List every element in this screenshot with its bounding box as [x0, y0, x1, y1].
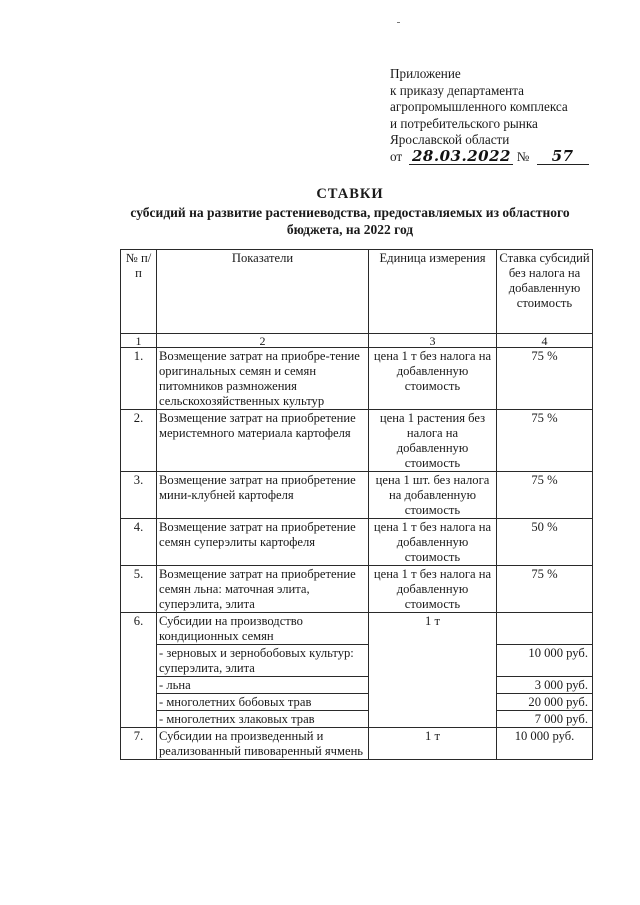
table-row [121, 566, 593, 613]
table-subrow [121, 677, 593, 694]
table-row [121, 472, 593, 519]
subrow-indicator: - многолетних бобовых трав [157, 694, 369, 711]
column-number: 2 [157, 334, 369, 348]
table-row [121, 348, 593, 410]
appendix-line: к приказу департамента [390, 82, 524, 98]
row-unit: 1 т [369, 613, 497, 728]
header-indicators: Показатели [157, 250, 369, 334]
row-rate: 10 000 руб. [497, 728, 593, 760]
row-rate [497, 613, 593, 645]
row-unit: цена 1 шт. без налога на добавленную стоимость [369, 472, 497, 519]
column-number: 3 [369, 334, 497, 348]
appendix-line: агропромышленного комплекса [390, 99, 568, 115]
appendix-title: Приложение [390, 66, 461, 81]
subrow-rate: 7 000 руб. [497, 711, 593, 728]
row-unit: 1 т [369, 728, 497, 760]
subrow-indicator: - зерновых и зернобобовых культур: суперэлита, элита [157, 645, 369, 677]
subrow-rate: 3 000 руб. [497, 677, 593, 694]
row-unit: цена 1 т без налога на добавленную стоимость [369, 566, 497, 613]
subrow-rate: 20 000 руб. [497, 694, 593, 711]
document-title [90, 185, 610, 238]
title-subtitle-line: бюджета, на 2022 год [286, 222, 414, 237]
column-number: 4 [497, 334, 593, 348]
header-num: № п/п [121, 250, 157, 334]
row-unit: цена 1 т без налога на добавленную стоимость [369, 348, 497, 410]
row-indicator: Возмещение затрат на приобретение семян суперэлиты картофеля [157, 519, 369, 566]
handwritten-date: 28.03.2022 [412, 146, 511, 165]
row-indicator: Возмещение затрат на приобретение меристемного материала картофеля [157, 410, 369, 472]
table-header-row [121, 250, 593, 334]
from-label: от [390, 148, 403, 164]
table-row [121, 728, 593, 760]
row-num: 6. [121, 613, 157, 728]
row-unit: цена 1 т без налога на добавленную стоимость [369, 519, 497, 566]
handwritten-number: 57 [551, 146, 574, 165]
row-num: 2. [121, 410, 157, 472]
appendix-line: Ярославской области [390, 132, 510, 148]
row-rate: 75 % [497, 348, 593, 410]
table-subrow [121, 711, 593, 728]
appendix-line: и потребительского рынка [390, 115, 538, 131]
row-indicator: Возмещение затрат на приобретение мини-клубней картофеля [157, 472, 369, 519]
order-date-number-line [390, 146, 630, 166]
table-row [121, 613, 593, 645]
table-subrow [121, 645, 593, 677]
table-subrow [121, 694, 593, 711]
column-number-row [121, 334, 593, 348]
header-unit: Единица измерения [369, 250, 497, 334]
row-unit: цена 1 растения без налога на добавленную стоимость [369, 410, 497, 472]
subrow-indicator: - многолетних злаковых трав [157, 711, 369, 728]
title-subtitle-line: субсидий на развитие растениеводства, предоставляемых из областного [130, 205, 570, 220]
title-main: СТАВКИ [316, 186, 384, 202]
row-rate: 75 % [497, 410, 593, 472]
rates-table [120, 249, 593, 760]
row-num: 4. [121, 519, 157, 566]
table-row [121, 410, 593, 472]
row-indicator: Возмещение затрат на приобретение семян льна: маточная элита, суперэлита, элита [157, 566, 369, 613]
subrow-rate: 10 000 руб. [497, 645, 593, 677]
table-row [121, 519, 593, 566]
row-rate: 75 % [497, 566, 593, 613]
row-indicator: Субсидии на производство кондиционных семян [157, 613, 369, 645]
row-num: 5. [121, 566, 157, 613]
row-indicator: Возмещение затрат на приобре-тение оригинальных семян и семян питомников размножения сельскохозяйственных культур [157, 348, 369, 410]
header-rate: Ставка субсидий без налога на добавленную стоимость [497, 250, 593, 334]
subrow-indicator: - льна [157, 677, 369, 694]
row-rate: 75 % [497, 472, 593, 519]
row-num: 3. [121, 472, 157, 519]
number-label: № [516, 148, 530, 164]
order-number-field [537, 146, 589, 165]
row-num: 1. [121, 348, 157, 410]
scan-mark [397, 22, 400, 23]
row-indicator: Субсидии на произведенный и реализованный пивоваренный ячмень [157, 728, 369, 760]
row-rate: 50 % [497, 519, 593, 566]
column-number: 1 [121, 334, 157, 348]
row-num: 7. [121, 728, 157, 760]
appendix-block [390, 66, 630, 166]
order-date-field [409, 146, 513, 165]
